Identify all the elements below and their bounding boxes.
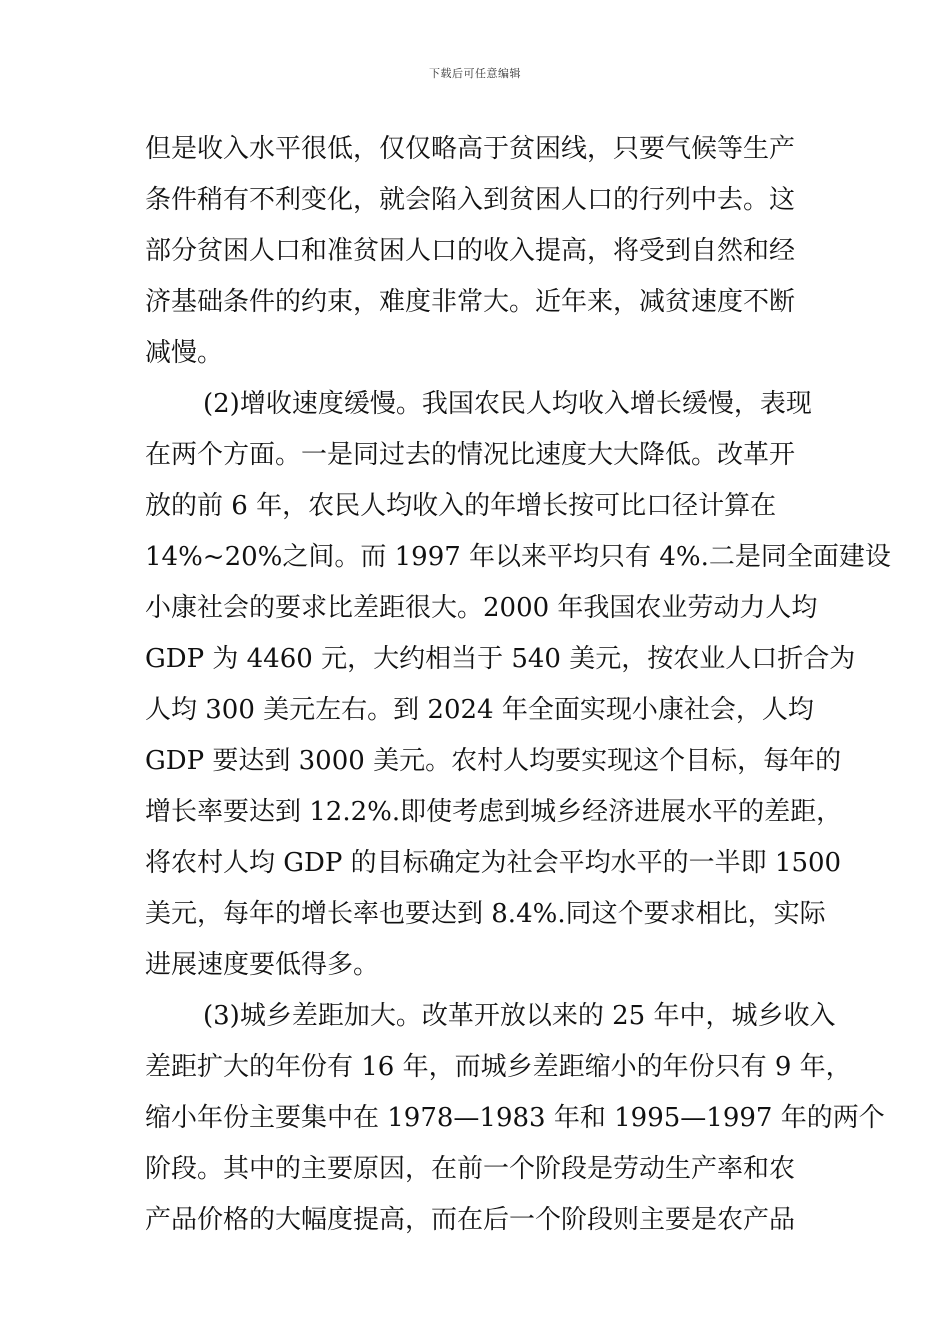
text-line: 将农村人均 GDP 的目标确定为社会平均水平的一半即 1500 xyxy=(145,848,842,878)
text-line: (3)城乡差距加大。改革开放以来的 25 年中，城乡收入 xyxy=(203,1001,836,1031)
paragraph-1 xyxy=(145,124,810,379)
text-line: 部分贫困人口和准贫困人口的收入提高，将受到自然和经 xyxy=(145,236,796,266)
text-line: (2)增收速度缓慢。我国农民人均收入增长缓慢，表现 xyxy=(203,389,812,419)
text-line: 进展速度要低得多。 xyxy=(145,950,380,980)
page-header: 下载后可任意编辑 xyxy=(429,67,521,80)
text-line: 放的前 6 年，农民人均收入的年增长按可比口径计算在 xyxy=(145,491,777,521)
text-line: 阶段。其中的主要原因，在前一个阶段是劳动生产率和农 xyxy=(145,1154,796,1184)
text-line: 缩小年份主要集中在 1978—1983 年和 1995—1997 年的两个 xyxy=(145,1103,885,1133)
text-line: 但是收入水平很低，仅仅略高于贫困线，只要气候等生产 xyxy=(145,134,796,164)
text-line: 差距扩大的年份有 16 年，而城乡差距缩小的年份只有 9 年， xyxy=(145,1052,852,1082)
text-line: GDP 为 4460 元，大约相当于 540 美元，按农业人口折合为 xyxy=(145,644,856,674)
text-line: 济基础条件的约束，难度非常大。近年来，减贫速度不断 xyxy=(145,287,796,317)
text-line: 产品价格的大幅度提高，而在后一个阶段则主要是农产品 xyxy=(145,1205,796,1235)
text-line: 减慢。 xyxy=(145,338,224,368)
text-line: 在两个方面。一是同过去的情况比速度大大降低。改革开 xyxy=(145,440,796,470)
text-line: 人均 300 美元左右。到 2024 年全面实现小康社会，人均 xyxy=(145,695,814,725)
paragraph-2 xyxy=(145,379,891,991)
body-text xyxy=(145,124,891,1246)
text-line: 增长率要达到 12.2%.即使考虑到城乡经济进展水平的差距， xyxy=(145,797,843,827)
text-line: GDP 要达到 3000 美元。农村人均要实现这个目标，每年的 xyxy=(145,746,842,776)
text-line: 条件稍有不利变化，就会陷入到贫困人口的行列中去。这 xyxy=(145,185,796,215)
text-line: 小康社会的要求比差距很大。2000 年我国农业劳动力人均 xyxy=(145,593,818,623)
text-line: 美元，每年的增长率也要达到 8.4%.同这个要求相比，实际 xyxy=(145,899,826,929)
text-line: 14%~20%之间。而 1997 年以来平均只有 4%.二是同全面建设 xyxy=(145,542,891,572)
paragraph-3 xyxy=(145,991,885,1246)
